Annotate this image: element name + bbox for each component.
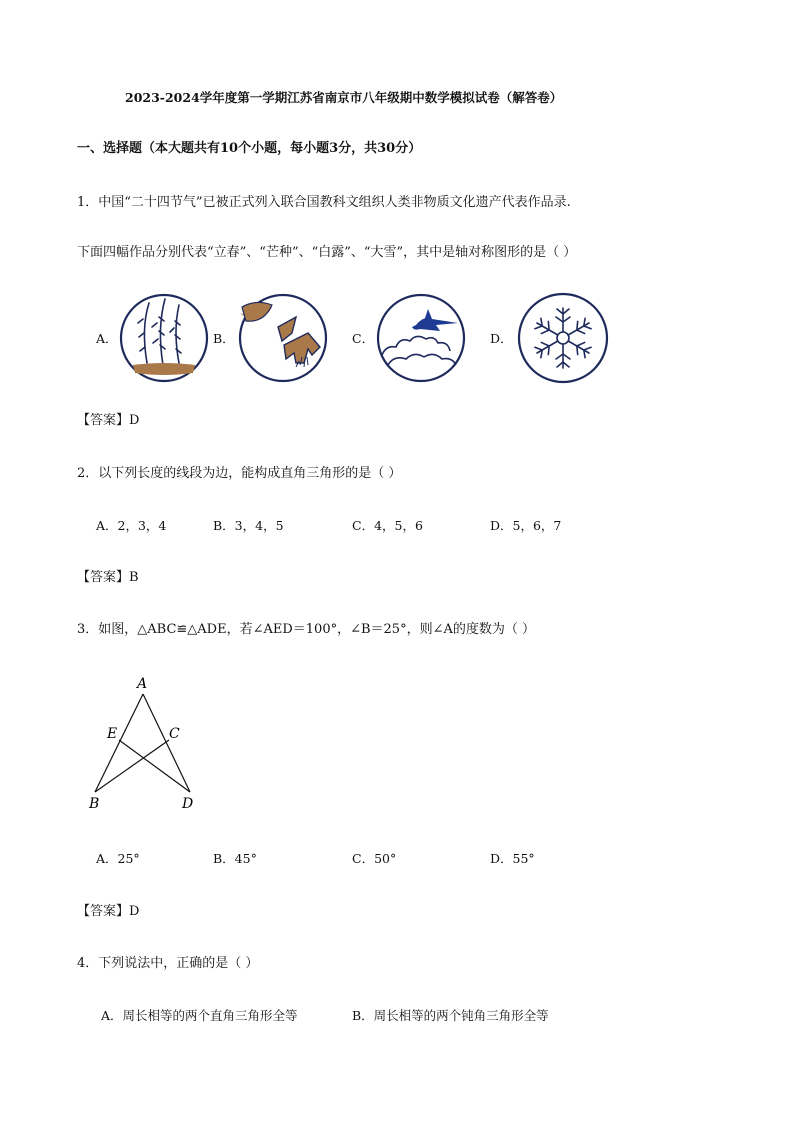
q4-option-b: B．周长相等的两个钝角三角形全等 xyxy=(352,1008,549,1023)
q2-option-a: A．2，3，4 xyxy=(96,518,167,533)
q3-option-b: B．45° xyxy=(213,851,257,866)
willow-spring-icon xyxy=(119,293,209,383)
q3-answer: 【答案】D xyxy=(77,904,140,919)
label-d: D xyxy=(182,796,194,812)
question-1-line-2: 下面四幅作品分别代表“立春”、“芒种”、“白露”、“大雪”，其中是轴对称图形的是（ ） xyxy=(77,245,577,260)
edge-de xyxy=(119,740,190,792)
section-heading: 一、选择题（本大题共有10个小题，每小题3分，共30分） xyxy=(77,141,422,156)
q3-option-a: A．25° xyxy=(96,851,140,866)
snowflake-icon xyxy=(515,292,611,384)
edge-ab xyxy=(95,694,143,792)
label-b: B xyxy=(89,796,100,812)
q1-option-d-label: D． xyxy=(490,331,513,346)
q1-answer: 【答案】D xyxy=(77,413,140,428)
question-3-stem: 3．如图，△ABC≌△ADE，若∠AED＝100°，∠B＝25°，则∠A的度数为（ ） xyxy=(77,622,535,637)
q3-option-d: D．55° xyxy=(490,851,535,866)
label-a: A xyxy=(137,676,148,692)
q1-option-a-label: A． xyxy=(96,331,118,346)
q3-option-c: C．50° xyxy=(352,851,397,866)
label-e: E xyxy=(107,726,118,742)
question-1-line-1: 1．中国“二十四节气”已被正式列入联合国教科文组织人类非物质文化遗产代表作品录. xyxy=(77,195,571,210)
label-c: C xyxy=(169,726,180,742)
q2-option-b: B．3，4，5 xyxy=(213,518,284,533)
grain-in-ear-icon xyxy=(238,293,328,383)
q2-option-d: D．5，6，7 xyxy=(490,518,562,533)
q2-answer: 【答案】B xyxy=(77,570,139,585)
q4-option-a: A．周长相等的两个直角三角形全等 xyxy=(101,1008,298,1023)
q1-option-c-label: C． xyxy=(352,331,375,346)
page-title: 2023-2024学年度第一学期江苏省南京市八年级期中数学模拟试卷（解答卷） xyxy=(125,90,563,105)
q1-option-b-label: B． xyxy=(213,331,235,346)
question-2-stem: 2．以下列长度的线段为边，能构成直角三角形的是（ ） xyxy=(77,466,402,481)
question-4-stem: 4．下列说法中，正确的是（ ） xyxy=(77,956,259,971)
q2-option-c: C．4，5，6 xyxy=(352,518,423,533)
white-dew-icon xyxy=(376,293,466,383)
triangle-figure xyxy=(85,672,215,817)
edge-ad xyxy=(143,694,190,792)
edge-bc xyxy=(95,740,169,792)
